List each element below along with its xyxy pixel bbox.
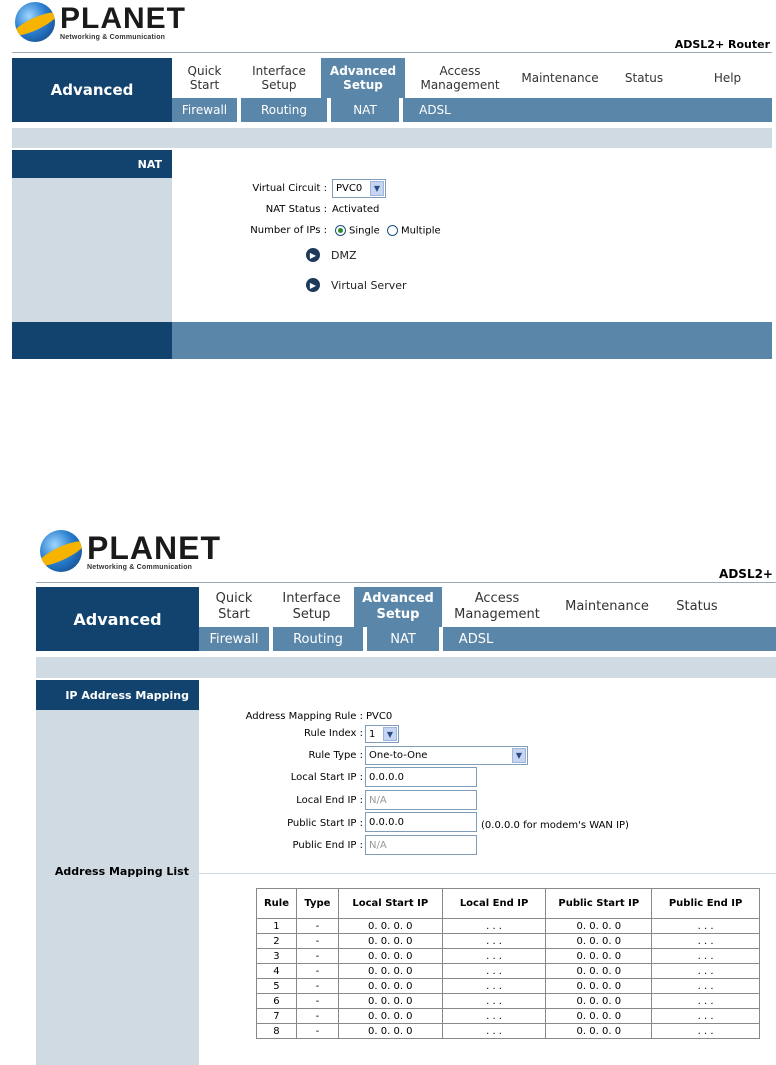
main-nav <box>172 58 772 98</box>
cell-rule: 2 <box>257 934 297 949</box>
cell-local-start-ip: 0. 0. 0. 0 <box>338 934 442 949</box>
logo-brand: PLANET <box>87 529 221 566</box>
cell-public-start-ip: 0. 0. 0. 0 <box>546 919 652 934</box>
cell-public-start-ip: 0. 0. 0. 0 <box>546 979 652 994</box>
cell-public-start-ip: 0. 0. 0. 0 <box>546 1009 652 1024</box>
main-nav <box>199 587 776 627</box>
planet-globe-icon <box>15 2 55 42</box>
cell-local-start-ip: 0. 0. 0. 0 <box>338 919 442 934</box>
spacer-bar <box>12 128 772 148</box>
nav-maintenance[interactable]: Maintenance <box>521 70 599 85</box>
logo-tagline: Networking & Communication <box>60 33 166 41</box>
nav-interface-setup[interactable]: Interface Setup <box>282 591 341 622</box>
table-row <box>257 1009 760 1024</box>
local-start-ip-input[interactable]: 0.0.0.0 <box>365 767 477 787</box>
cell-rule: 1 <box>257 919 297 934</box>
header-type: Type <box>296 889 338 919</box>
nav-quick-start[interactable]: Quick Start <box>215 591 253 622</box>
cell-public-end-ip: . . . <box>652 949 760 964</box>
cell-type: - <box>296 1024 338 1039</box>
cell-local-start-ip: 0. 0. 0. 0 <box>338 994 442 1009</box>
cell-type: - <box>296 949 338 964</box>
public-start-ip-label: Public Start IP : <box>287 818 363 829</box>
table-row <box>257 964 760 979</box>
chevron-down-icon: ▼ <box>370 181 384 196</box>
cell-rule: 3 <box>257 949 297 964</box>
cell-public-end-ip: . . . <box>652 1024 760 1039</box>
footer-bar <box>12 322 772 359</box>
nav-access-management[interactable]: Access Management <box>420 63 500 92</box>
section-title-advanced: Advanced <box>36 587 199 651</box>
table-row <box>257 1024 760 1039</box>
header-public-start-ip: Public Start IP <box>546 889 652 919</box>
cell-local-end-ip: . . . <box>442 964 546 979</box>
public-start-ip-input[interactable]: 0.0.0.0 <box>365 812 477 832</box>
header-rule: Rule <box>257 889 297 919</box>
arrow-right-icon: ▶ <box>306 248 320 262</box>
table-row <box>257 934 760 949</box>
spacer-bar <box>36 657 776 678</box>
nav-advanced-setup[interactable]: Advanced Setup <box>321 58 405 98</box>
logo-tagline: Networking & Communication <box>87 563 193 571</box>
nat-status-label: NAT Status : <box>265 204 327 215</box>
cell-public-end-ip: . . . <box>652 979 760 994</box>
cell-rule: 8 <box>257 1024 297 1039</box>
header-local-start-ip: Local Start IP <box>338 889 442 919</box>
cell-public-end-ip: . . . <box>652 919 760 934</box>
sub-nav <box>199 627 776 651</box>
nat-status-value: Activated <box>332 204 380 215</box>
arrow-right-icon: ▶ <box>306 278 320 292</box>
subnav-nat[interactable]: NAT <box>353 103 377 117</box>
cell-public-start-ip: 0. 0. 0. 0 <box>546 964 652 979</box>
cell-rule: 6 <box>257 994 297 1009</box>
cell-local-end-ip: . . . <box>442 1009 546 1024</box>
cell-public-end-ip: . . . <box>652 934 760 949</box>
section-title-nat: NAT <box>12 150 172 178</box>
subnav-routing[interactable]: Routing <box>293 631 343 647</box>
cell-public-end-ip: . . . <box>652 1009 760 1024</box>
local-start-ip-label: Local Start IP : <box>290 772 363 783</box>
multiple-radio[interactable] <box>387 225 398 236</box>
subnav-firewall[interactable]: Firewall <box>181 103 228 117</box>
virtual-circuit-value: PVC0 <box>336 183 363 194</box>
chevron-down-icon: ▼ <box>512 748 526 763</box>
planet-globe-icon <box>40 530 82 572</box>
cell-local-end-ip: . . . <box>442 979 546 994</box>
public-start-ip-hint: (0.0.0.0 for modem's WAN IP) <box>481 820 629 831</box>
header-public-end-ip: Public End IP <box>652 889 760 919</box>
rule-index-select[interactable] <box>365 725 399 743</box>
chevron-down-icon: ▼ <box>383 727 397 741</box>
cell-public-start-ip: 0. 0. 0. 0 <box>546 934 652 949</box>
cell-type: - <box>296 919 338 934</box>
local-end-ip-label: Local End IP : <box>296 795 363 806</box>
cell-public-start-ip: 0. 0. 0. 0 <box>546 994 652 1009</box>
address-mapping-rule-value: PVC0 <box>366 711 393 722</box>
table-row <box>257 979 760 994</box>
rule-index-label: Rule Index : <box>303 728 363 739</box>
multiple-label: Multiple <box>400 225 441 237</box>
subnav-routing[interactable]: Routing <box>260 103 307 117</box>
table-row <box>257 994 760 1009</box>
address-mapping-rule-label: Address Mapping Rule : <box>245 711 363 722</box>
rule-type-label: Rule Type : <box>308 750 363 761</box>
virtual-server-link[interactable]: ▶ Virtual Server <box>306 278 407 292</box>
nav-help[interactable]: Help <box>713 70 742 85</box>
table-row <box>257 919 760 934</box>
cell-public-end-ip: . . . <box>652 964 760 979</box>
nav-maintenance[interactable]: Maintenance <box>565 599 649 615</box>
cell-local-start-ip: 0. 0. 0. 0 <box>338 964 442 979</box>
nav-advanced-setup[interactable]: Advanced Setup <box>354 587 442 627</box>
cell-local-start-ip: 0. 0. 0. 0 <box>338 949 442 964</box>
cell-rule: 4 <box>257 964 297 979</box>
cell-rule: 5 <box>257 979 297 994</box>
dmz-link[interactable]: ▶ DMZ <box>306 248 357 262</box>
cell-public-start-ip: 0. 0. 0. 0 <box>546 949 652 964</box>
cell-type: - <box>296 979 338 994</box>
table-row <box>257 949 760 964</box>
public-end-ip-input[interactable]: N/A <box>365 835 477 855</box>
cell-local-start-ip: 0. 0. 0. 0 <box>338 979 442 994</box>
cell-public-start-ip: 0. 0. 0. 0 <box>546 1024 652 1039</box>
planet-logo <box>40 530 221 572</box>
cell-rule: 7 <box>257 1009 297 1024</box>
product-name: ADSL2+ <box>719 567 773 581</box>
subnav-firewall[interactable]: Firewall <box>209 631 259 647</box>
nav-status[interactable]: Status <box>624 70 664 85</box>
nav-access-management[interactable]: Access Management <box>454 591 540 622</box>
virtual-circuit-label: Virtual Circuit : <box>252 183 327 194</box>
nav-quick-start[interactable]: Quick Start <box>187 63 222 92</box>
local-end-ip-input[interactable]: N/A <box>365 790 477 810</box>
section-title-advanced: Advanced <box>12 58 172 122</box>
cell-local-start-ip: 0. 0. 0. 0 <box>338 1009 442 1024</box>
subnav-adsl[interactable]: ADSL <box>458 631 494 647</box>
cell-local-end-ip: . . . <box>442 949 546 964</box>
header-local-end-ip: Local End IP <box>442 889 546 919</box>
cell-local-end-ip: . . . <box>442 919 546 934</box>
nav-status[interactable]: Status <box>676 599 718 615</box>
cell-local-end-ip: . . . <box>442 994 546 1009</box>
cell-public-end-ip: . . . <box>652 994 760 1009</box>
rule-type-select[interactable] <box>365 746 528 765</box>
cell-type: - <box>296 934 338 949</box>
single-radio[interactable] <box>335 225 346 236</box>
virtual-circuit-select[interactable] <box>332 179 386 198</box>
cell-local-end-ip: . . . <box>442 934 546 949</box>
cell-type: - <box>296 994 338 1009</box>
list-divider <box>199 873 776 874</box>
planet-logo <box>15 2 186 42</box>
cell-type: - <box>296 964 338 979</box>
product-name: ADSL2+ Router <box>674 38 770 51</box>
table-header-row <box>257 889 760 919</box>
public-end-ip-label: Public End IP : <box>292 840 363 851</box>
subnav-adsl[interactable]: ADSL <box>419 103 451 117</box>
nav-interface-setup[interactable]: Interface Setup <box>252 63 306 92</box>
section-title-ip-address-mapping: IP Address Mapping <box>36 680 199 710</box>
cell-local-start-ip: 0. 0. 0. 0 <box>338 1024 442 1039</box>
number-of-ips-radios <box>335 225 441 237</box>
rule-type-value: One-to-One <box>369 750 428 761</box>
address-mapping-list-title: Address Mapping List <box>54 865 189 878</box>
header-divider <box>36 582 776 583</box>
cell-type: - <box>296 1009 338 1024</box>
rule-index-value: 1 <box>369 728 376 740</box>
header-divider <box>12 52 772 53</box>
logo-brand: PLANET <box>60 1 186 35</box>
number-of-ips-label: Number of IPs : <box>250 225 327 236</box>
sub-nav <box>172 98 772 122</box>
cell-local-end-ip: . . . <box>442 1024 546 1039</box>
subnav-nat[interactable]: NAT <box>390 631 416 647</box>
address-mapping-table <box>256 888 760 1039</box>
single-label: Single <box>349 225 380 237</box>
